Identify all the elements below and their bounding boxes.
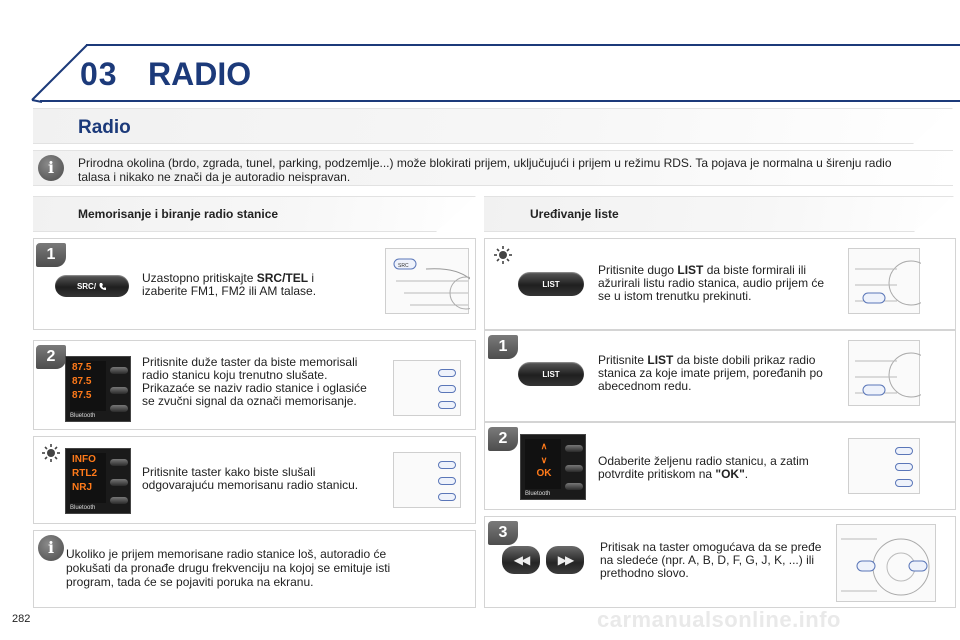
station-button-3[interactable] <box>110 497 128 504</box>
select-button-3[interactable] <box>565 483 583 490</box>
info-icon: i <box>38 155 64 181</box>
step-badge-1: 1 <box>488 335 518 359</box>
fast-forward-icon: ▶▶ <box>557 553 573 567</box>
light-icon <box>488 243 518 267</box>
list-panel-sketch <box>848 248 920 314</box>
ok-label: OK <box>536 468 552 479</box>
step-badge-2: 2 <box>36 345 66 369</box>
right-step3-text: Odaberite željenu radio stanicu, a zatim potvrdite pritiskom na "OK". <box>598 454 809 481</box>
bluetooth-label: Bluetooth <box>70 413 96 419</box>
seek-panel-sketch <box>836 524 936 602</box>
up-arrow-icon: ∧ <box>540 441 548 451</box>
header-top-line <box>86 44 960 46</box>
station-buttons-sketch <box>393 452 461 508</box>
station-button-1[interactable] <box>110 459 128 466</box>
bluetooth-label: Bluetooth <box>70 505 96 511</box>
bluetooth-label: Bluetooth <box>525 491 551 497</box>
page-title: RADIO <box>148 56 252 92</box>
top-note-text: Prirodna okolina (brdo, zgrada, tunel, parking, podzemlje...) može blokirati prijem, uključujući i prijem u režimu RDS. Ta pojava je normalna u širenju radio talasa i nikako ne znači da je autoradio neispravan. <box>78 156 892 184</box>
station-name-3: NRJ <box>72 482 93 493</box>
preset-display-screen <box>65 356 131 422</box>
list-button[interactable] <box>518 362 584 386</box>
select-buttons-sketch <box>848 438 920 494</box>
preset-button-3[interactable] <box>110 405 128 412</box>
list-button[interactable] <box>518 272 584 296</box>
radio-panel-sketch <box>385 248 469 314</box>
header-bottom-line <box>40 100 960 102</box>
previous-button[interactable] <box>502 546 540 574</box>
preset-buttons-sketch <box>393 360 461 416</box>
preset-freq-2: 87.5 <box>72 376 92 387</box>
station-name-display <box>65 448 131 514</box>
svg-text:SRC: SRC <box>398 263 409 269</box>
step-badge-2: 2 <box>488 427 518 451</box>
right-step4-text: Pritisak na taster omogućava da se pređe na sledeće (npr. A, B, D, F, G, J, K, ...) ili prethodno slovo. <box>600 540 822 580</box>
chapter-number: 03 <box>80 56 118 92</box>
light-icon <box>36 441 66 465</box>
list-select-display <box>520 434 586 500</box>
list-button-label: LIST <box>542 279 560 289</box>
watermark: carmanualsonline.info <box>597 607 841 632</box>
right-heading: Uređivanje liste <box>530 207 619 221</box>
section-title-band <box>33 108 953 144</box>
station-name-2: RTL2 <box>72 468 97 479</box>
left-heading: Memorisanje i biranje radio stanice <box>78 207 279 221</box>
step-badge-1: 1 <box>36 243 66 267</box>
right-step2-text: Pritisnite LIST da biste dobili prikaz radio stanica za koje imate prijem, poređanih po abecednom redu. <box>598 353 823 393</box>
rewind-icon: ◀◀ <box>513 553 529 567</box>
preset-freq-3: 87.5 <box>72 390 92 401</box>
select-button-1[interactable] <box>565 445 583 452</box>
list-button-label: LIST <box>542 369 560 379</box>
station-name-1: INFO <box>72 454 96 465</box>
select-button-2[interactable] <box>565 465 583 472</box>
list-panel-sketch <box>848 340 920 406</box>
phone-icon <box>98 282 107 291</box>
right-step1-text: Pritisnite dugo LIST da biste formirali ili ažurirali listu radio stanica, audio prijem će se u istom trenutku prekinuti. <box>598 263 825 303</box>
preset-button-1[interactable] <box>110 367 128 374</box>
page-number: 282 <box>12 613 31 625</box>
left-step3-text: Pritisnite taster kako biste slušali odgovarajuću memorisanu radio stanicu. <box>142 465 359 492</box>
left-note-text: Ukoliko je prijem memorisane radio stanice loš, autoradio će pokušati da pronađe drugu frekvenciju na kojoj se emituje isti program, tada će se pojaviti poruka na ekranu. <box>66 547 391 589</box>
down-arrow-icon: ∨ <box>540 455 548 465</box>
section-title: Radio <box>78 117 131 138</box>
next-button[interactable] <box>546 546 584 574</box>
info-icon: i <box>38 535 64 561</box>
preset-button-2[interactable] <box>110 387 128 394</box>
src-tel-button-label: SRC/ <box>76 281 97 291</box>
left-step2-text: Pritisnite duže taster da biste memorisali radio stanicu koju trenutno slušate. Prikazaće se naziv radio stanice i oglasiće se zvučni signal da označi memorisanje. <box>142 355 367 408</box>
preset-freq-1: 87.5 <box>72 362 92 373</box>
src-tel-button[interactable] <box>55 275 129 297</box>
left-step1-text: Uzastopno pritiskajte SRC/TEL i izaberite FM1, FM2 ili AM talase. <box>142 271 317 298</box>
step-badge-3: 3 <box>488 521 518 545</box>
station-button-2[interactable] <box>110 479 128 486</box>
